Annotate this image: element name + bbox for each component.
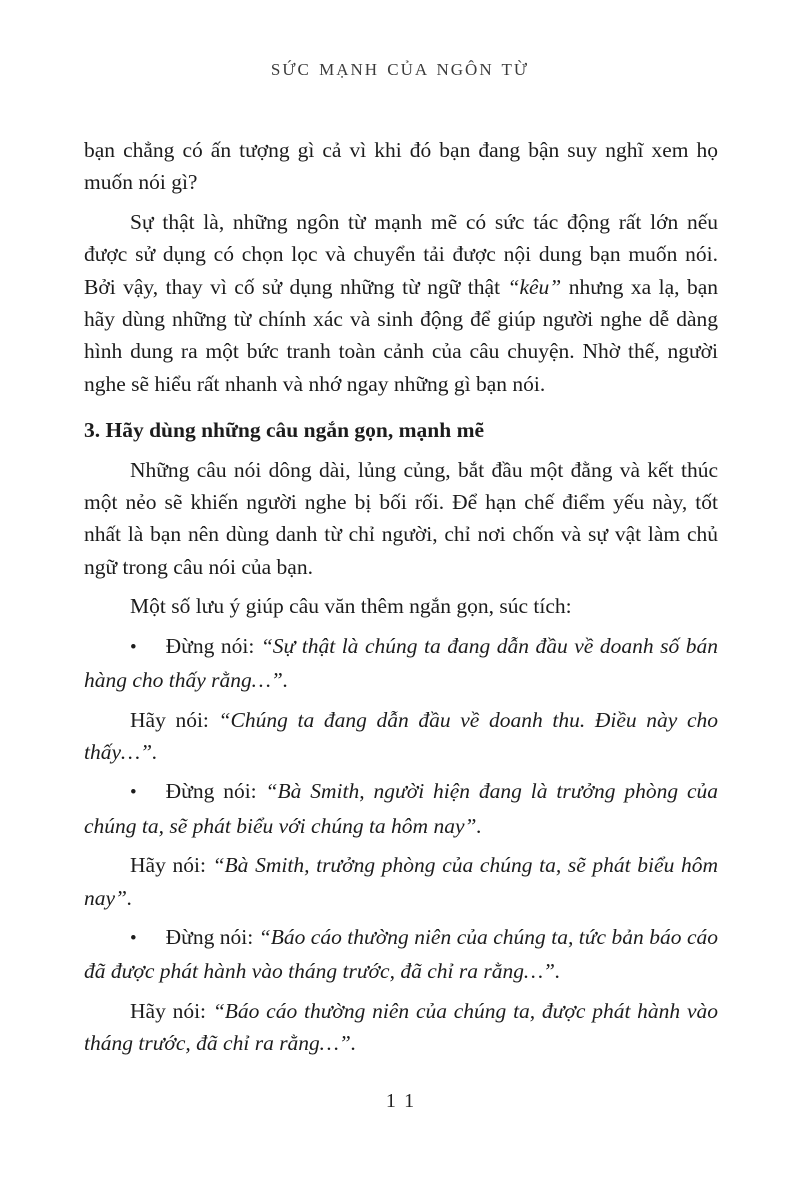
running-header: SỨC MẠNH CỦA NGÔN TỪ	[270, 60, 530, 79]
list-item-do	[84, 704, 718, 769]
do-quote: “Bà Smith, trưởng phòng của chúng ta, sẽ phát biểu hôm nay”.	[84, 853, 718, 910]
dont-quote: “Bà Smith, người hiện đang là trưởng phòng của chúng ta, sẽ phát biểu với chúng ta hôm nay”.	[84, 779, 718, 838]
do-label: Hãy nói:	[130, 707, 219, 732]
list-item-do	[84, 995, 718, 1060]
do-quote: “Chúng ta đang dẫn đầu về doanh thu. Điều này cho thấy…”.	[84, 707, 718, 764]
list-item-dont	[84, 921, 718, 988]
paragraph: bạn chẳng có ấn tượng gì cả vì khi đó bạn đang bận suy nghĩ xem họ muốn nói gì?	[84, 138, 718, 195]
dont-quote: “Báo cáo thường niên của chúng ta, tức bản báo cáo đã được phát hành vào tháng trước, đã chỉ ra rằng…”.	[84, 924, 718, 984]
quoted-term: “kêu”	[507, 274, 562, 299]
section-heading: 3. Hãy dùng những câu ngắn gọn, mạnh mẽ	[84, 418, 485, 443]
do-label: Hãy nói:	[130, 998, 213, 1023]
paragraph-text: nhưng xa lạ, bạn hãy dùng những từ chính xác và sinh động để giúp người nghe dễ dàng hình dung ra một bức tranh toàn cảnh của câu chuyện. Nhờ thế, người nghe sẽ hiểu rất nhanh và nhớ ngay những gì bạn nói.	[84, 274, 718, 396]
list-item-do	[84, 849, 718, 914]
bullet-icon: •	[130, 636, 137, 658]
dont-label: Đừng nói:	[165, 924, 259, 949]
bullet-icon: •	[130, 927, 137, 949]
dont-quote: “Sự thật là chúng ta đang dẫn đầu về doanh số bán hàng cho thấy rằng…”.	[84, 633, 718, 693]
bullet-icon: •	[130, 782, 137, 804]
page-content	[84, 134, 718, 1060]
do-quote: “Báo cáo thường niên của chúng ta, được phát hành vào tháng trước, đã chỉ ra rằng…”.	[84, 998, 718, 1056]
page-number: 11	[385, 1090, 424, 1112]
list-item-dont	[84, 775, 718, 842]
do-label: Hãy nói:	[130, 853, 213, 878]
paragraph: Một số lưu ý giúp câu văn thêm ngắn gọn, súc tích:	[130, 594, 572, 619]
paragraph-text: Sự thật là, những ngôn từ mạnh mẽ có sức tác động rất lớn nếu được sử dụng có chọn lọc và chuyển tải được nội dung bạn muốn nói. Bởi vậy, thay vì cố sử dụng những từ ngữ thật	[84, 209, 718, 299]
paragraph: Những câu nói dông dài, lủng củng, bắt đầu một đằng và kết thúc một nẻo sẽ khiến người nghe bị bối rối. Để hạn chế điểm yếu này, tốt nhất là bạn nên dùng danh từ chỉ người, chỉ nơi chốn và sự vật làm chủ ngữ trong câu nói của bạn.	[84, 457, 718, 579]
list-item-dont	[84, 630, 718, 697]
dont-label: Đừng nói:	[165, 779, 266, 804]
dont-label: Đừng nói:	[165, 633, 261, 658]
paragraph	[84, 206, 718, 400]
